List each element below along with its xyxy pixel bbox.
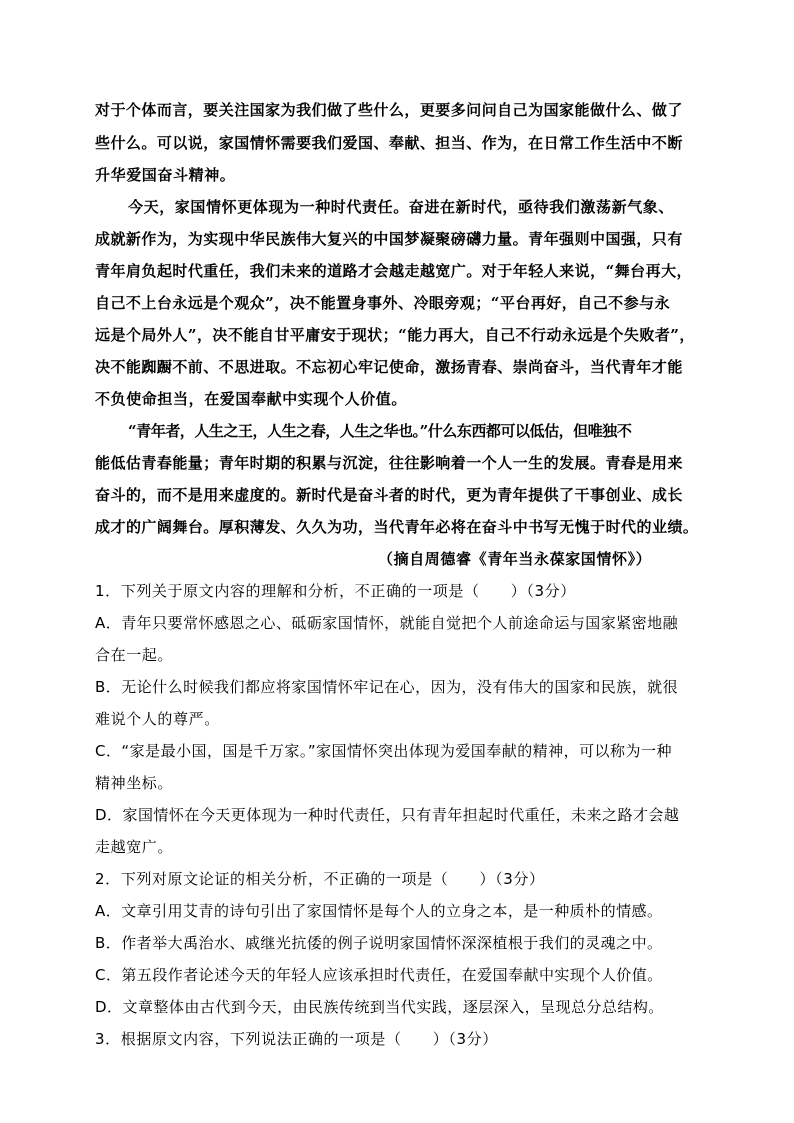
question-option: D．文章整体由古代到今天，由民族传统到当代实践，逐层深入，呈现总分总结构。 (95, 998, 664, 1016)
passage-line: 自己不上台永远是个观众”，决不能置身事外、冷眼旁观；“平台再好，自己不参与永 (95, 294, 671, 312)
passage-line: 奋斗的，而不是用来虚度的。新时代是奋斗者的时代，更为青年提供了干事创业、成长 (95, 486, 683, 504)
passage-line: 决不能踟蹰不前、不思进取。不忘初心牢记使命，激扬青春、崇尚奋斗，当代青年才能 (95, 358, 683, 376)
passage-line: 些什么。可以说，家国情怀需要我们爱国、奉献、担当、作为，在日常工作生活中不断 (95, 134, 683, 152)
question-option: D．家国情怀在今天更体现为一种时代责任，只有青年担起时代重任，未来之路才会越 (95, 806, 680, 824)
passage-line: 今天，家国情怀更体现为一种时代责任。奋进在新时代，亟待我们激荡新气象、 (128, 198, 675, 216)
question-stem: 1．下列关于原文内容的理解和分析，不正确的一项是（ ）（3分） (95, 582, 576, 600)
passage-line: 升华爱国奋斗精神。 (95, 166, 236, 184)
passage-source: （摘自周德睿《青年当永葆家国情怀》） (378, 550, 652, 568)
question-option: 走越宽广。 (95, 838, 174, 856)
question-option: B．无论什么时候我们都应将家国情怀牢记在心，因为，没有伟大的国家和民族，就很 (95, 678, 679, 696)
passage-line: 不负使命担当，在爱国奉献中实现个人价值。 (95, 390, 408, 408)
passage-line: “青年者，人生之王，人生之春，人生之华也。”什么东西都可以低估，但唯独不 (128, 422, 632, 440)
passage-line: 远是个局外人”，决不能自甘平庸安于现状；“能力再大，自己不行动永远是个失败者”， (95, 326, 695, 344)
question-option: 合在一起。 (95, 646, 174, 664)
passage-line: 成就新作为，为实现中华民族伟大复兴的中国梦凝聚磅礴力量。青年强则中国强，只有 (95, 230, 683, 248)
question-option: 难说个人的尊严。 (95, 710, 220, 728)
question-stem: 3．根据原文内容，下列说法正确的一项是（ ）（3分） (95, 1030, 498, 1048)
question-option: B．作者举大禹治水、戚继光抗倭的例子说明家国情怀深深植根于我们的灵魂之中。 (95, 934, 663, 952)
question-option: 精神坐标。 (95, 774, 174, 792)
passage-line: 青年肩负起时代重任，我们未来的道路才会越走越宽广。对于年轻人来说，“舞台再大， (95, 262, 693, 280)
passage-line: 对于个体而言，要关注国家为我们做了些什么，更要多问问自己为国家能做什么、做了 (95, 101, 683, 119)
question-stem: 2．下列对原文论证的相关分析，不正确的一项是（ ）（3分） (95, 870, 545, 888)
question-option: A．青年只要常怀感恩之心、砥砺家国情怀，就能自觉把个人前途命运与国家紧密地融 (95, 614, 679, 632)
passage-line: 成才的广阔舞台。厚积薄发、久久为功，当代青年必将在奋斗中书写无愧于时代的业绩。 (95, 518, 699, 536)
question-option: A．文章引用艾青的诗句引出了家国情怀是每个人的立身之本，是一种质朴的情感。 (95, 902, 663, 920)
passage-line: 能低估青春能量；青年时期的积累与沉淀，往往影响着一个人一生的发展。青春是用来 (95, 454, 683, 472)
question-option: C．第五段作者论述今天的年轻人应该承担时代责任，在爱国奉献中实现个人价值。 (95, 966, 663, 984)
question-option: C．“家是最小国，国是千万家。”家国情怀突出体现为爱国奉献的精神，可以称为一种 (95, 742, 672, 760)
